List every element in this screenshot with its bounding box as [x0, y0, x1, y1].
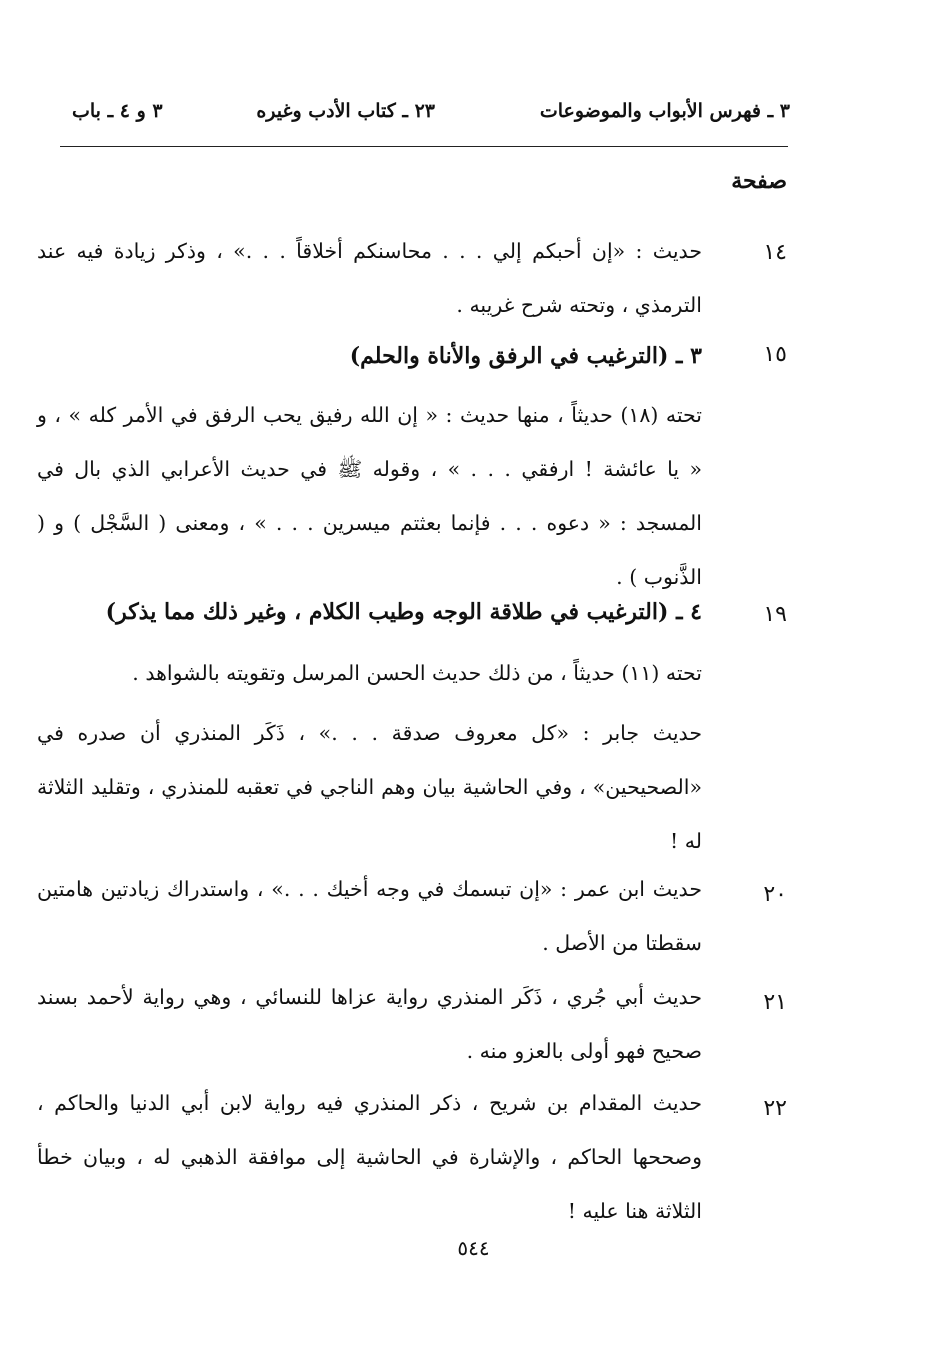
entry-page-number: ١٥ — [763, 342, 787, 367]
page-number: ٥٤٤ — [457, 1236, 490, 1260]
entry-text: حديث أبي جُري ، ذَكَر المنذري رواية عزاها للنسائي ، وهي رواية لأحمد بسند صحيح فهو أولى بالعزو منه . — [37, 985, 702, 1063]
section-heading: ٤ ـ (الترغيب في طلاقة الوجه وطيب الكلام ، وغير ذلك مما يذكر) — [105, 599, 702, 625]
entry-page-number: ٢١ — [763, 990, 787, 1015]
header-rule — [60, 146, 788, 147]
header-chapter-range: ٣ و ٤ ـ باب — [72, 100, 163, 122]
entry-text: حديث المقدام بن شريح ، ذكر المنذري فيه رواية لابن أبي الدنيا والحاكم ، وصححها الحاكم ، والإشارة في الحاشية إلى موافقة الذهبي له ، وبيان خطأ الثلاثة هنا عليه ! — [37, 1091, 702, 1223]
entry-text: تحته (١٨) حديثاً ، منها حديث : « إن الله رفيق يحب الرفق في الأمر كله » ، و « يا عائشة ! ارفقي . . . » ، وقوله ﷺ في حديث الأعرابي الذي بال في المسجد : « دعوه . . . فإنما بعثتم ميسرين . . . » ، ومعنى ( السَّجْل ) و ( الذَّنوب ) . — [37, 403, 702, 589]
entry-page-number: ١٤ — [763, 240, 787, 265]
entry-text: حديث : «إن أحبكم إلي . . . محاسنكم أخلاقاً . . .» ، وذكر زيادة فيه عند الترمذي ، وتحته شرح غريبه . — [37, 239, 702, 317]
running-header — [60, 100, 790, 136]
entry-page-number: ١٩ — [763, 602, 787, 627]
section-heading: ٣ ـ (الترغيب في الرفق والأناة والحلم) — [349, 343, 702, 369]
entry-page-number: ٢٢ — [763, 1096, 787, 1121]
entry-page-number: ٢٠ — [763, 882, 787, 907]
entry-text: تحته (١١) حديثاً ، من ذلك حديث الحسن المرسل وتقويته بالشواهد . — [132, 661, 702, 685]
header-book-title: ٢٣ ـ كتاب الأدب وغيره — [256, 100, 435, 122]
header-section-title: ٣ ـ فهرس الأبواب والموضوعات — [539, 100, 790, 122]
entry-text-continued: حديث جابر : «كل معروف صدقة . . .» ، ذَكَر المنذري أن صدره في «الصحيحين» ، وفي الحاشية بيان وهم الناجي في تعقبه للمنذري ، وتقليد الثلاثة له ! — [37, 721, 702, 853]
page-column-label: صفحة — [731, 168, 787, 194]
entry-text: حديث ابن عمر : «إن تبسمك في وجه أخيك . . .» ، واستدراك زيادتين هامتين سقطتا من الأصل . — [37, 877, 702, 955]
